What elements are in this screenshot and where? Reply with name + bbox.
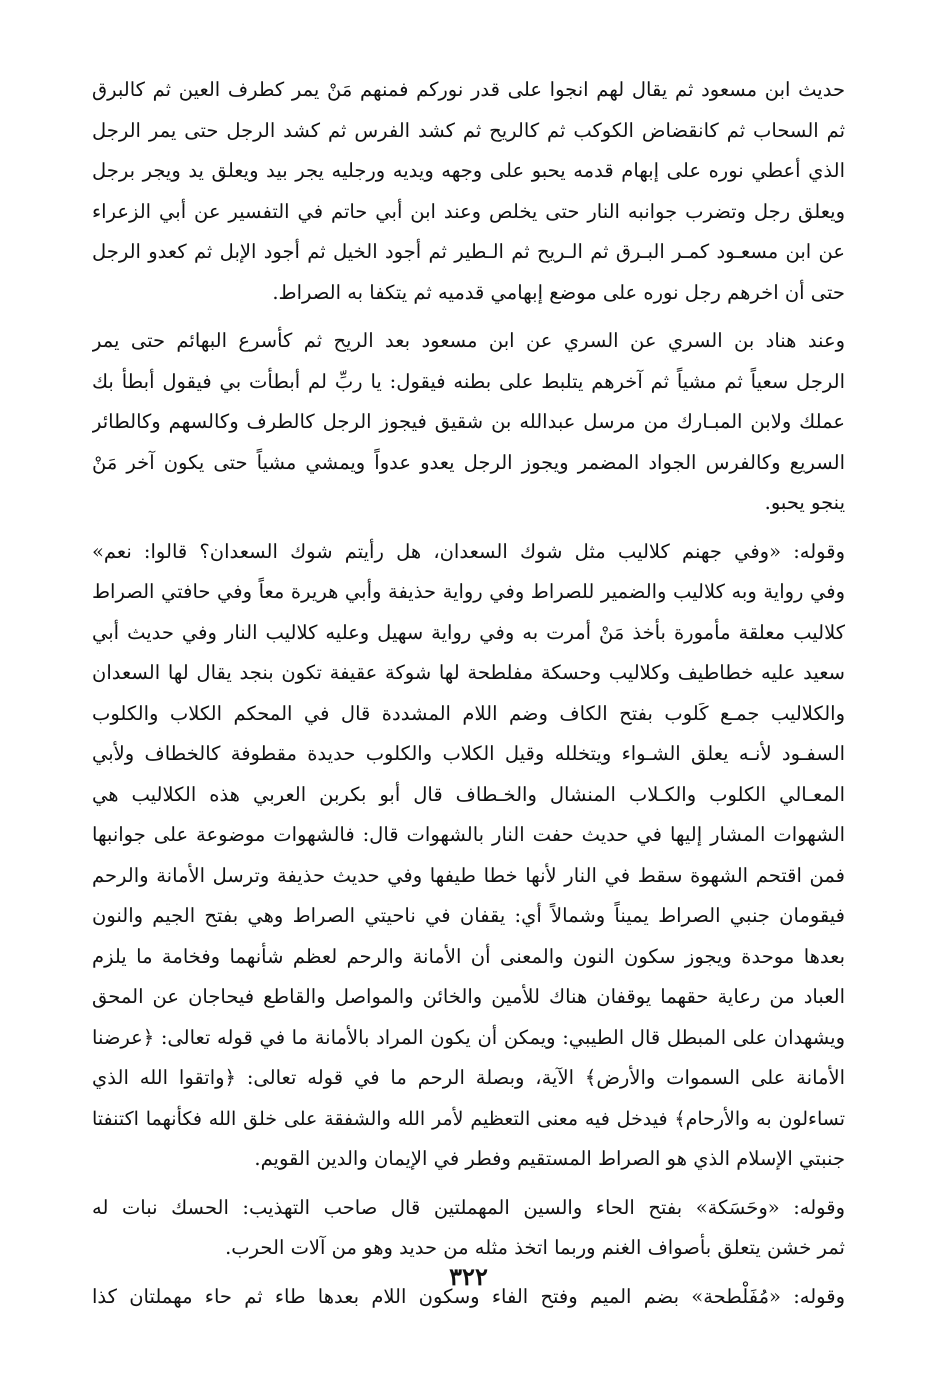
text-line: فمن اقتحم الشهوة سقط في النار لأنها خطا طيفها وفي حديث حذيفة وترسل الأمانة والرحم [92,863,845,887]
paragraph-gap [92,524,845,532]
text-line: جنبتي الإسلام الذي هو الصراط المستقيم وفطر في الإيمان والدين القويم. [254,1147,845,1170]
text-line: تساءلون به والأرحام﴾ فيدخل فيه معنى التعظيم لأمر الله والشفقة على خلق الله فكأنهما اكتنفتا [92,1107,845,1130]
text-line: الشهوات المشار إليها في حديث حفت النار بالشهوات قال: فالشهوات موضوعة على جوانبها [92,823,845,846]
page-body [92,70,845,1310]
paragraph-gap [92,1180,845,1188]
text-line: ويعلق رجل وتضرب جوانبه النار حتى يخلص وعند ابن أبي حاتم في التفسير عن أبي الزعراء [92,199,845,223]
text-line: العباد من رعاية حقهما يوقفان هناك للأمين والخائن والمواصل والقاطع فيحاجان عن المحق [92,985,845,1008]
text-line: والكلاليب جمـع كَلوب بفتح الكاف وضم اللام المشددة قال في المحكم الكلاب والكلوب [92,701,845,725]
text-line: وقوله: «وفي جهنم كلاليب مثل شوك السعدان، هل رأيتم شوك السعدان؟ قالوا: نعم» [92,539,845,563]
text-line: وفي رواية وبه كلاليب والضمير للصراط وفي رواية حذيفة وأبي هريرة معاً وفي حافتي الصراط [92,580,845,603]
paragraph-1 [92,70,845,313]
text-line: المعـالي الكلوب والكـلاب المنشال والخـطاف قال أبو بكربن العربي هذه الكلاليب هي [92,782,845,806]
text-line: السفـود لأنـه يعلق الشـواء ويتخلله وقيل الكلاب والكلوب حديدة مقطوفة كالخطاف ولأبي [92,742,845,765]
text-line: سعيد عليه خطاطيف وكلاليب وحسكة مفلطحة لها شوكة عقيفة تكون بنجد يقال لها السعدان [92,661,845,684]
text-line: الرجل سعياً ثم مشياً ثم آخرهم يتلبط على بطنه فيقول: يا ربِّ لم أبطأت بي فيقول أبطأ بك [92,369,845,393]
text-line: عن ابن مسعـود كمـر البـرق ثم الـريح ثم الـطير ثم أجود الخيل ثم أجود الإبل ثم كعدو الرجل [92,240,845,263]
text-line: الأمانة على السموات والأرض﴾ الآية، وبصلة الرحم ما في قوله تعالى: ﴿واتقوا الله الذي [92,1066,845,1089]
text-line: كلاليب معلقة مأمورة بأخذ مَنْ أمرت به وفي رواية سهيل وعليه كلاليب النار وفي حديث أبي [92,620,845,644]
text-line: السريع وكالفرس الجواد المضمر ويجوز الرجل يعدو عدواً ويمشي مشياً حتى يكون آخر مَنْ [92,450,845,474]
text-line: الذي أعطي نوره على إبهام قدمه يحبو على وجهه ويديه ورجليه يجر بيد ويعلق يد ويجر برجل [92,159,845,182]
text-line: وقوله: «وحَسَكة» بفتح الحاء والسين المهملتين قال صاحب التهذيب: الحسك نبات له [92,1195,845,1219]
paragraph-3 [92,532,845,1180]
text-line: ينجو يحبو. [764,491,845,514]
text-line: ثم السحاب ثم كانقضاض الكوكب ثم كالريح ثم كشد الفرس ثم كشد الرجل حتى يمر الرجل [92,118,845,142]
text-line: بعدها موحدة ويجوز سكون النون والمعنى أن الأمانة والرحم لعظم شأنهما وفخامة ما يلزم [92,944,845,968]
paragraph-gap [92,313,845,321]
page-number: ٣٢٢ [449,1262,488,1291]
text-line: ويشهدان على المبطل قال الطيبي: ويمكن أن يكون المراد بالأمانة ما في قوله تعالى: ﴿عرضنا [92,1025,845,1049]
text-line: حتى أن اخرهم رجل نوره على موضع إبهامي قدميه ثم يتكفا به الصراط. [272,280,845,304]
paragraph-4 [92,1188,845,1269]
paragraph-2 [92,321,845,524]
text-line: وقوله: «مُفَلْطحة» بضم الميم وفتح الفاء وسكون اللام بعدها طاء ثم حاء مهملتان كذا [92,1284,845,1308]
text-line: ثمر خشن يتعلق بأصواف الغنم وربما اتخذ مثله من حديد وهو من آلات الحرب. [225,1236,845,1259]
text-line: عملك ولابن المبـارك من مرسل عبدالله بن شقيق فيجوز الرجل كالطرف وكالسهم وكالطائر [92,410,845,433]
text-line: وعند هناد بن السري عن السري عن ابن مسعود بعد الريح ثم كأسرع البهائم حتى يمر [92,329,845,352]
text-line: حديث ابن مسعود ثم يقال لهم انجوا على قدر نوركم فمنهم مَنْ يمر كطرف العين ثم كالبرق [92,78,845,101]
text-line: فيقومان جنبي الصراط يميناً وشمالاً أي: يقفان في ناحيتي الصراط وهي بفتح الجيم والنون [92,904,845,927]
